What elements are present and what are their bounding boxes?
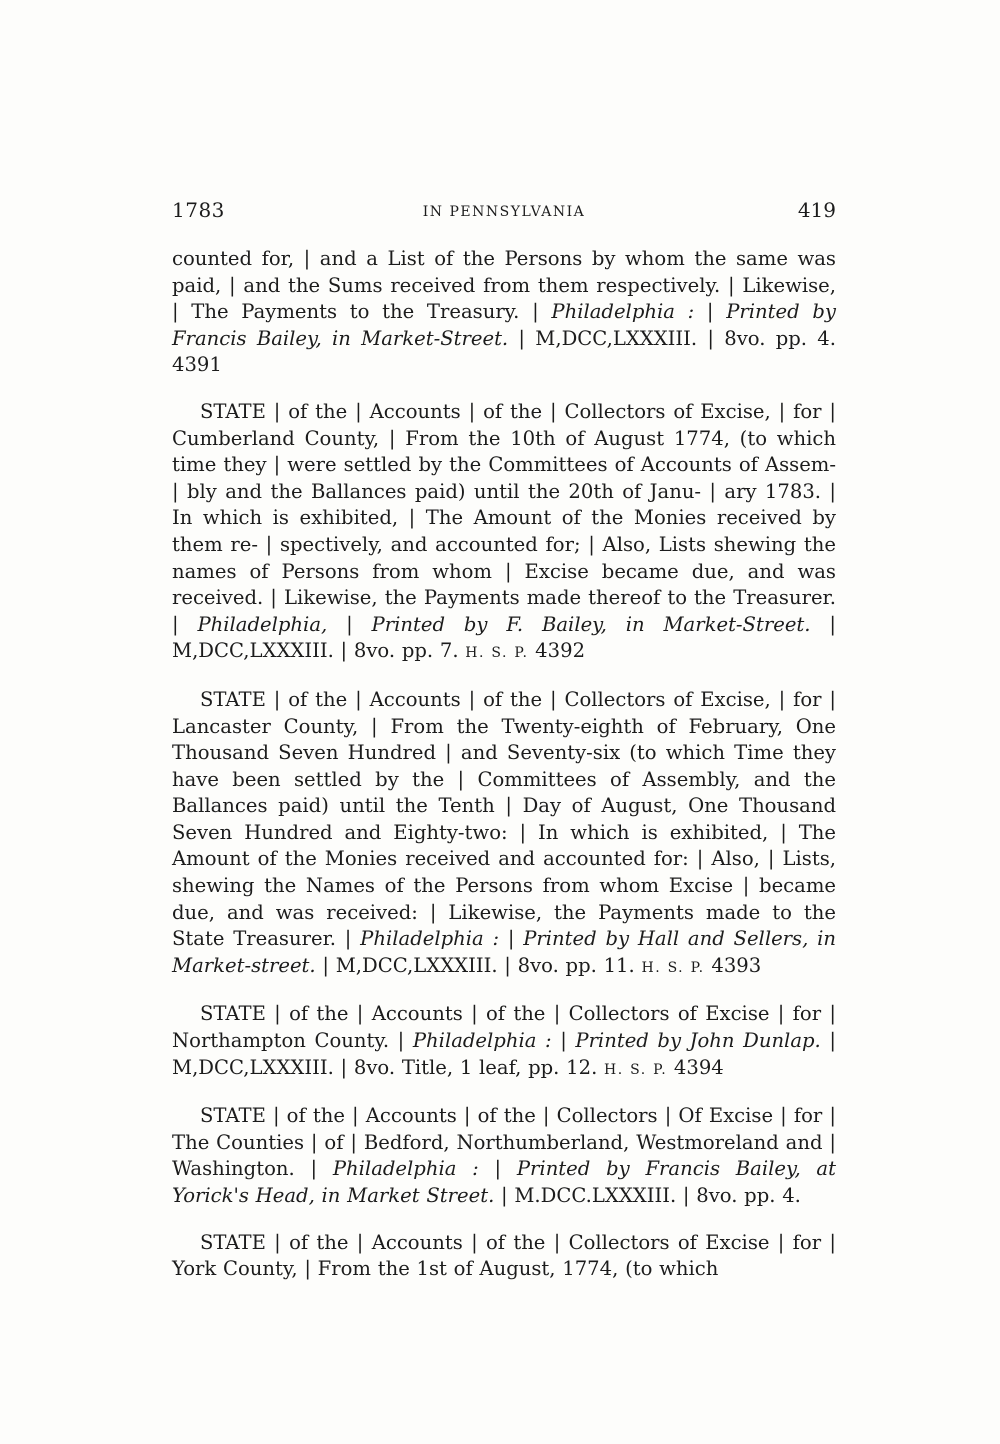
library-location: H. S. P.	[604, 1061, 668, 1078]
entry-text: | M,DCC,LXXXIII. | 8vo. Title, 1 leaf, pp. 12.	[172, 1029, 836, 1079]
entry-text: STATE | of the | Accounts | of the | Collectors of Excise, | for | Lancaster County, | From the Twenty-eighth of February, One Thousand Seven Hundred | and Seventy-six (to which Time they have been settled by the | Committees of Assembly, and the Ballances paid) until the Tenth | Day of August, One Thousand Seven Hundred and Eighty-two: | In which is exhibited, | The Amount of the Monies received and accounted for: | Also, | Lists, shewing the Names of the Persons from whom Excise | became due, and was received: | Likewise, the Payments made to the State Treasurer. |	[172, 687, 836, 951]
imprint-italic: Philadelphia : | Printed by Francis Bailey, in Market-Street.	[172, 300, 836, 350]
bibliography-entry	[172, 1103, 836, 1209]
bibliography-entry	[172, 399, 836, 667]
running-title: IN PENNSYLVANIA	[422, 204, 586, 220]
entry-text: STATE | of the | Accounts | of the | Collectors of Excise | for | York County, | From the 1st of August, 1774, (to which	[172, 1230, 836, 1281]
library-location: H. S. P.	[641, 959, 705, 976]
header-year: 1783	[172, 198, 225, 222]
entry-continuation	[172, 246, 836, 379]
entry-text: STATE | of the | Accounts | of the | Collectors of Excise | for | Northampton County. |	[172, 1002, 836, 1053]
entry-text	[667, 1056, 674, 1079]
bibliography-entry	[172, 1001, 836, 1083]
imprint-italic: Philadelphia, | Printed by F. Bailey, in Market-Street.	[197, 612, 811, 636]
page-header	[172, 198, 836, 228]
bibliography-entry	[172, 687, 836, 982]
library-location: H. S. P.	[465, 645, 529, 662]
entry-number: 4391	[172, 353, 222, 377]
imprint-italic: Philadelphia : | Printed by John Dunlap.	[412, 1029, 821, 1053]
entry-text: STATE | of the | Accounts | of the | Collectors | Of Excise | for | The Counties | of | Bedford, Northumberland, Westmoreland and | Washington. |	[172, 1104, 836, 1181]
entry-text: STATE | of the | Accounts | of the | Collectors of Excise, | for | Cumberland County, | From the 10th of August 1774, (to which time they | were settled by the Committees of Accounts of Assem- | bly and the Ballances paid) until the 20th of Janu- | ary 1783. | In which is exhibited, | The Amount of the Monies received by them re- | spectively, and accounted for; | Also, Lists shewing the names of Persons from whom | Excise became due, and was received. | Likewise, the Payments made thereof to the Treasurer. |	[172, 399, 836, 636]
bibliography-entry	[172, 1230, 836, 1283]
page-number: 419	[797, 198, 836, 222]
entry-text: | M,DCC,LXXXIII. | 8vo. pp. 7.	[172, 612, 836, 663]
entry-text: | M.DCC.LXXXIII. | 8vo. pp. 4.	[494, 1184, 801, 1207]
entry-number: 4394	[673, 1055, 724, 1079]
entry-number: 4393	[711, 953, 762, 977]
imprint-italic: Philadelphia : | Printed by Hall and Sellers, in Market-street.	[172, 927, 836, 977]
entry-text: | M,DCC,LXXXIII. | 8vo. pp. 4.	[508, 326, 836, 350]
imprint-italic: Philadelphia : | Printed by Francis Bailey, at Yorick's Head, in Market Street.	[172, 1157, 836, 1207]
page-body	[172, 246, 836, 1283]
entry-text: counted for, | and a List of the Persons by whom the same was paid, | and the Sums received from them respectively. | Likewise, | The Payments to the Treasury. |	[172, 247, 836, 324]
entry-text: | M,DCC,LXXXIII. | 8vo. pp. 11.	[315, 953, 642, 977]
entry-number: 4392	[535, 639, 586, 663]
